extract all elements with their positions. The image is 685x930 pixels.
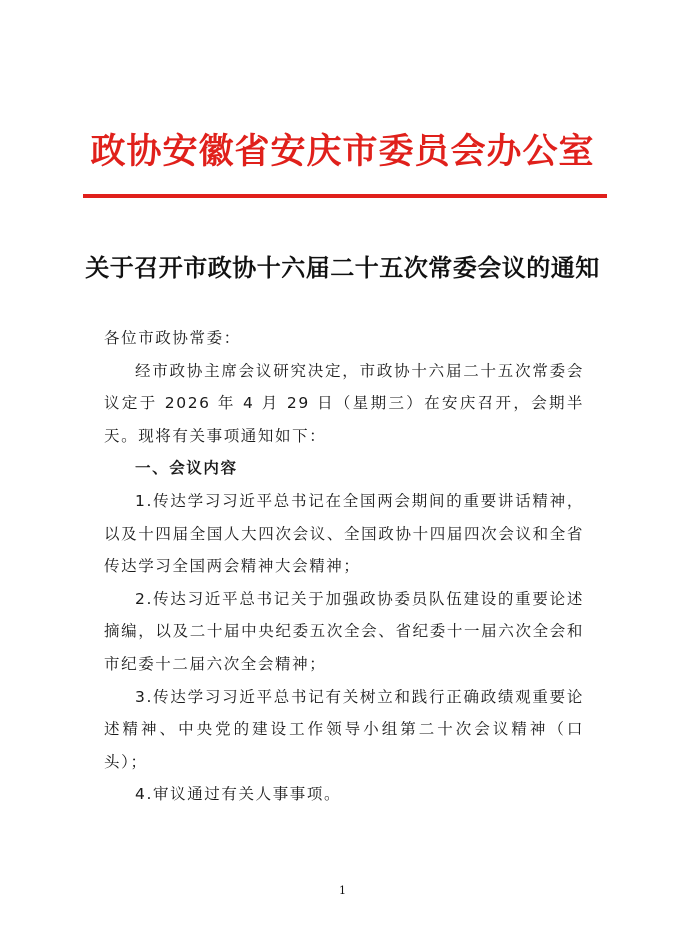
section-heading-meeting-content: 一、会议内容 (135, 459, 238, 478)
red-divider-line (83, 194, 607, 198)
agenda-item-2: 2.传达习近平总书记关于加强政协委员队伍建设的重要论述摘编，以及二十届中央纪委五次全会、省纪委十一届六次全会和市纪委十二届六次全会精神； (104, 589, 584, 673)
notice-title: 关于召开市政协十六届二十五次常委会议的通知 (85, 253, 600, 282)
page-number: 1 (339, 884, 346, 897)
intro-paragraph: 经市政协主席会议研究决定，市政协十六届二十五次常委会议定于 2026 年 4 月 29 日（星期三）在安庆召开，会期半天。现将有关事项通知如下： (104, 361, 584, 445)
agenda-item-4: 4.审议通过有关人事事项。 (135, 785, 342, 804)
agenda-item-1: 1.传达学习习近平总书记在全国两会期间的重要讲话精神，以及十四届全国人大四次会议、全国政协十四届四次会议和全省传达学习全国两会精神大会精神； (104, 491, 584, 576)
notice-body (104, 322, 584, 811)
document-header-org-name: 政协安徽省安庆市委员会办公室 (90, 131, 595, 172)
agenda-item-3: 3.传达学习习近平总书记有关树立和践行正确政绩观重要论述精神、中央党的建设工作领导小组第二十次会议精神（口头）； (104, 687, 584, 771)
salutation: 各位市政协常委： (104, 329, 241, 347)
